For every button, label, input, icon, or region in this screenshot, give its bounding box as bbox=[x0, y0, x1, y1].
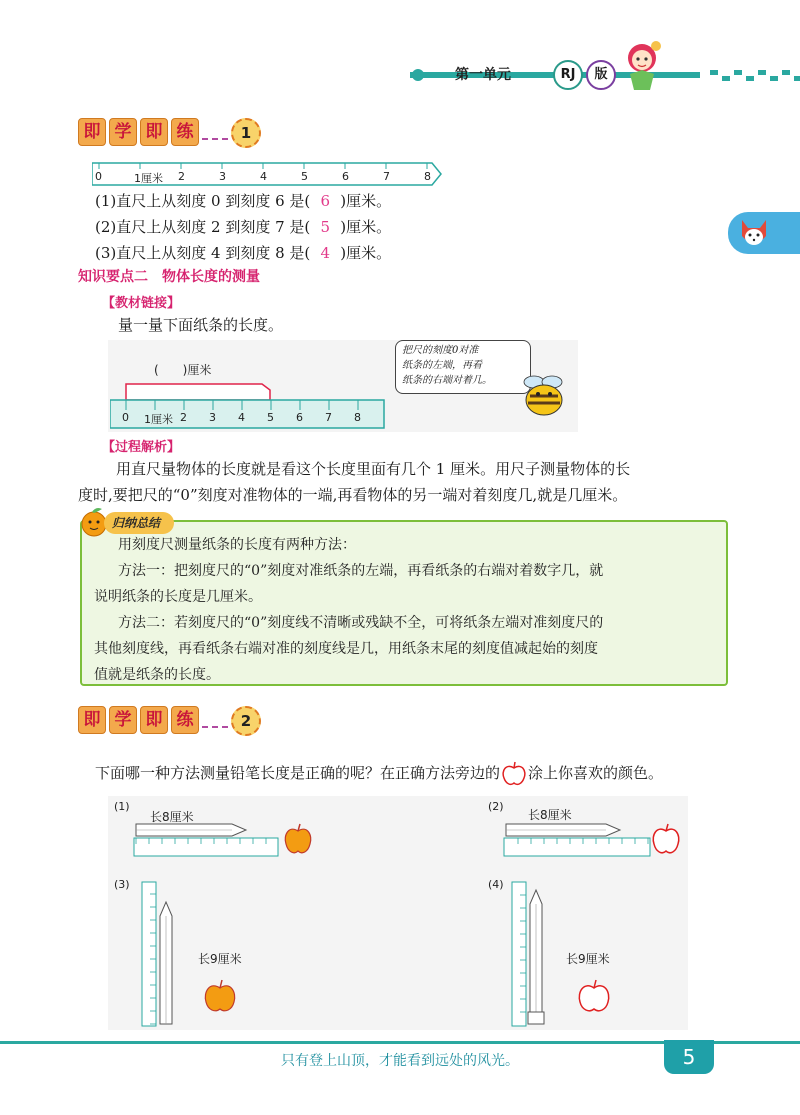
summary-text bbox=[94, 532, 714, 688]
summary-line: 说明纸条的长度是几厘米。 bbox=[94, 589, 262, 605]
ruler-tick-label: 4 bbox=[238, 411, 245, 424]
summary-line: 其他刻度线，再看纸条右端对准的刻度线是几，用纸条末尾的刻度值减起始的刻度 bbox=[94, 641, 598, 657]
summary-title: 归纳总结 bbox=[104, 512, 174, 534]
ruler-tick-label: 5 bbox=[301, 170, 308, 183]
badge-dash bbox=[202, 726, 228, 736]
footer-motto: 只有登上山顶，才能看到远处的风光。 bbox=[281, 1053, 519, 1069]
fox-mascot-icon bbox=[738, 216, 770, 250]
edition-badge-rj: RJ bbox=[553, 60, 583, 90]
apple-filled-icon bbox=[202, 978, 238, 1016]
bubble-line: 纸条的右端对着几。 bbox=[402, 375, 492, 386]
ruler-tick-label: 7 bbox=[383, 170, 390, 183]
badge-char: 学 bbox=[109, 118, 137, 146]
ruler-tick-label: 3 bbox=[209, 411, 216, 424]
analysis-line: 用直尺量物体的长度就是看这个长度里面有几个 1 厘米。用尺子测量物体的长 bbox=[116, 460, 631, 478]
summary-line: 用刻度尺测量纸条的长度有两种方法： bbox=[118, 537, 356, 553]
girl-mascot-icon bbox=[616, 36, 668, 92]
bubble-line: 纸条的左端，再看 bbox=[402, 360, 482, 371]
strip-ruler-ticks bbox=[122, 411, 392, 425]
analysis-text bbox=[78, 456, 728, 508]
ruler-tick-label: 8 bbox=[354, 411, 361, 424]
question-text: (1)直尺上从刻度 0 到刻度 6 是( bbox=[95, 192, 311, 210]
badge-char: 即 bbox=[140, 706, 168, 734]
textbook-link-label: 【教材链接】 bbox=[102, 296, 181, 311]
figure-caption: 长8厘米 bbox=[528, 808, 572, 822]
ruler-tick-label: 4 bbox=[260, 170, 267, 183]
analysis-label: 【过程解析】 bbox=[102, 440, 181, 455]
bee-mascot-icon bbox=[516, 372, 572, 420]
ruler-tick-label: 1厘米 bbox=[134, 172, 163, 185]
figure-caption: 长9厘米 bbox=[198, 952, 242, 966]
ruler-tick-label: 6 bbox=[296, 411, 303, 424]
badge-char: 即 bbox=[78, 118, 106, 146]
answer-value: 6 bbox=[320, 192, 331, 210]
question-line bbox=[95, 240, 695, 266]
summary-line: 方法一：把刻度尺的“0”刻度对准纸条的左端，再看纸条的右端对着数字几，就 bbox=[118, 563, 604, 579]
ruler-tick-label: 3 bbox=[219, 170, 226, 183]
badge-char: 练 bbox=[171, 118, 199, 146]
badge-char: 学 bbox=[109, 706, 137, 734]
question-unit: )厘米。 bbox=[340, 244, 392, 262]
apple-outline-icon[interactable] bbox=[576, 978, 612, 1016]
ruler-tick-label: 7 bbox=[325, 411, 332, 424]
ruler-tick-label: 6 bbox=[342, 170, 349, 183]
question-line bbox=[95, 214, 695, 240]
figure-label: (1) bbox=[114, 800, 130, 813]
figure-label: (2) bbox=[488, 800, 504, 813]
page-number: 5 bbox=[664, 1040, 714, 1074]
analysis-line: 度时,要把尺的“0”刻度对准物体的一端,再看物体的另一端对着刻度几,就是几厘米。 bbox=[78, 486, 628, 504]
practice-badge-2 bbox=[78, 706, 261, 736]
ruler-tick-label: 0 bbox=[122, 411, 129, 424]
question-text: (2)直尺上从刻度 2 到刻度 7 是( bbox=[95, 218, 311, 236]
figure-4-ruler-pencil bbox=[510, 880, 552, 1028]
practice2-prompt bbox=[95, 760, 775, 787]
speech-bubble bbox=[395, 340, 531, 394]
answer-value: 4 bbox=[320, 244, 331, 262]
badge-char: 即 bbox=[140, 118, 168, 146]
practice-number: 1 bbox=[231, 118, 261, 148]
figure-1-ruler-pencil bbox=[132, 820, 280, 858]
ruler-tick-label: 1厘米 bbox=[144, 413, 173, 426]
ruler-tick-label: 0 bbox=[95, 170, 102, 183]
badge-char: 即 bbox=[78, 706, 106, 734]
ruler-tick-label: 2 bbox=[180, 411, 187, 424]
unit-title: 第一单元 bbox=[455, 67, 511, 83]
summary-line: 方法二：若刻度尺的“0”刻度线不清晰或残缺不全，可将纸条左端对准刻度尺的 bbox=[118, 615, 604, 631]
figure-caption: 长9厘米 bbox=[566, 952, 610, 966]
question-unit: )厘米。 bbox=[340, 218, 392, 236]
practice-number: 2 bbox=[231, 706, 261, 736]
figure-3-ruler-pencil bbox=[140, 880, 182, 1028]
badge-char: 练 bbox=[171, 706, 199, 734]
question-unit: )厘米。 bbox=[340, 192, 392, 210]
answer-value: 5 bbox=[320, 218, 331, 236]
apple-outline-icon bbox=[500, 761, 528, 787]
question-line bbox=[95, 188, 695, 214]
apple-filled-icon bbox=[282, 822, 314, 858]
practice-badge-1 bbox=[78, 118, 261, 148]
practice1-questions bbox=[95, 188, 695, 266]
figure-caption: 长8厘米 bbox=[150, 810, 194, 824]
badge-dash bbox=[202, 138, 228, 148]
figure-label: (4) bbox=[488, 878, 504, 891]
intro-text: 量一量下面纸条的长度。 bbox=[118, 316, 284, 334]
knowledge-heading: 知识要点二 物体长度的测量 bbox=[78, 269, 260, 285]
edition-badge-ban: 版 bbox=[586, 60, 616, 90]
ruler-tick-label: 8 bbox=[424, 170, 431, 183]
ruler-tick-label: 2 bbox=[178, 170, 185, 183]
question-text: (3)直尺上从刻度 4 到刻度 8 是( bbox=[95, 244, 311, 262]
ruler-tick-label: 5 bbox=[267, 411, 274, 424]
apple-outline-icon[interactable] bbox=[650, 822, 682, 858]
strip-length-label: ( )厘米 bbox=[154, 363, 212, 377]
prompt-text: 涂上你喜欢的颜色。 bbox=[528, 764, 664, 782]
figure-2-ruler-pencil bbox=[502, 820, 652, 858]
bubble-line: 把尺的刻度0对准 bbox=[402, 345, 479, 356]
prompt-text: 下面哪一种方法测量铅笔长度是正确的呢？在正确方法旁边的 bbox=[95, 764, 501, 782]
figure-label: (3) bbox=[114, 878, 130, 891]
summary-line: 值就是纸条的长度。 bbox=[94, 667, 220, 683]
ruler-1 bbox=[92, 162, 442, 186]
